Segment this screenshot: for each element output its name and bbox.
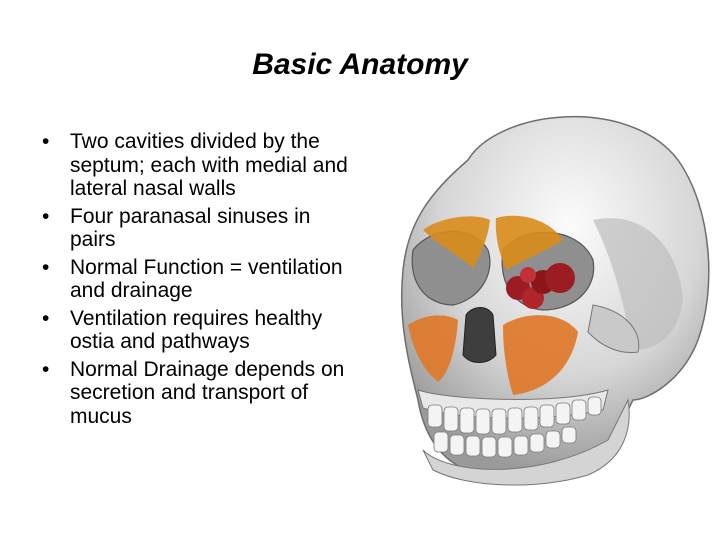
bullet-list — [40, 130, 360, 432]
bullet-item — [40, 358, 360, 429]
bullet-dot-icon: • — [42, 255, 50, 279]
bullet-text: Two cavities divided by the septum; each with medial and lateral nasal walls — [70, 130, 348, 200]
bullet-dot-icon: • — [42, 204, 50, 228]
bullet-dot-icon: • — [42, 130, 50, 153]
bullet-dot-icon: • — [42, 306, 50, 330]
nasal-cavity — [463, 308, 496, 363]
bullet-item — [40, 130, 360, 201]
skull-sinuses-illustration — [378, 100, 718, 490]
bullet-text: Normal Function = ventilation and drainage — [70, 255, 343, 302]
bullet-item — [40, 307, 360, 354]
bullet-dot-icon: • — [42, 357, 50, 381]
bullet-text: Ventilation requires healthy ostia and pathways — [70, 306, 323, 353]
slide-title: Basic Anatomy — [252, 48, 468, 81]
bullet-item — [40, 205, 360, 252]
bullet-item — [40, 256, 360, 303]
bullet-text: Four paranasal sinuses in pairs — [70, 204, 311, 251]
bullet-text: Normal Drainage depends on secretion and transport of mucus — [70, 357, 345, 428]
